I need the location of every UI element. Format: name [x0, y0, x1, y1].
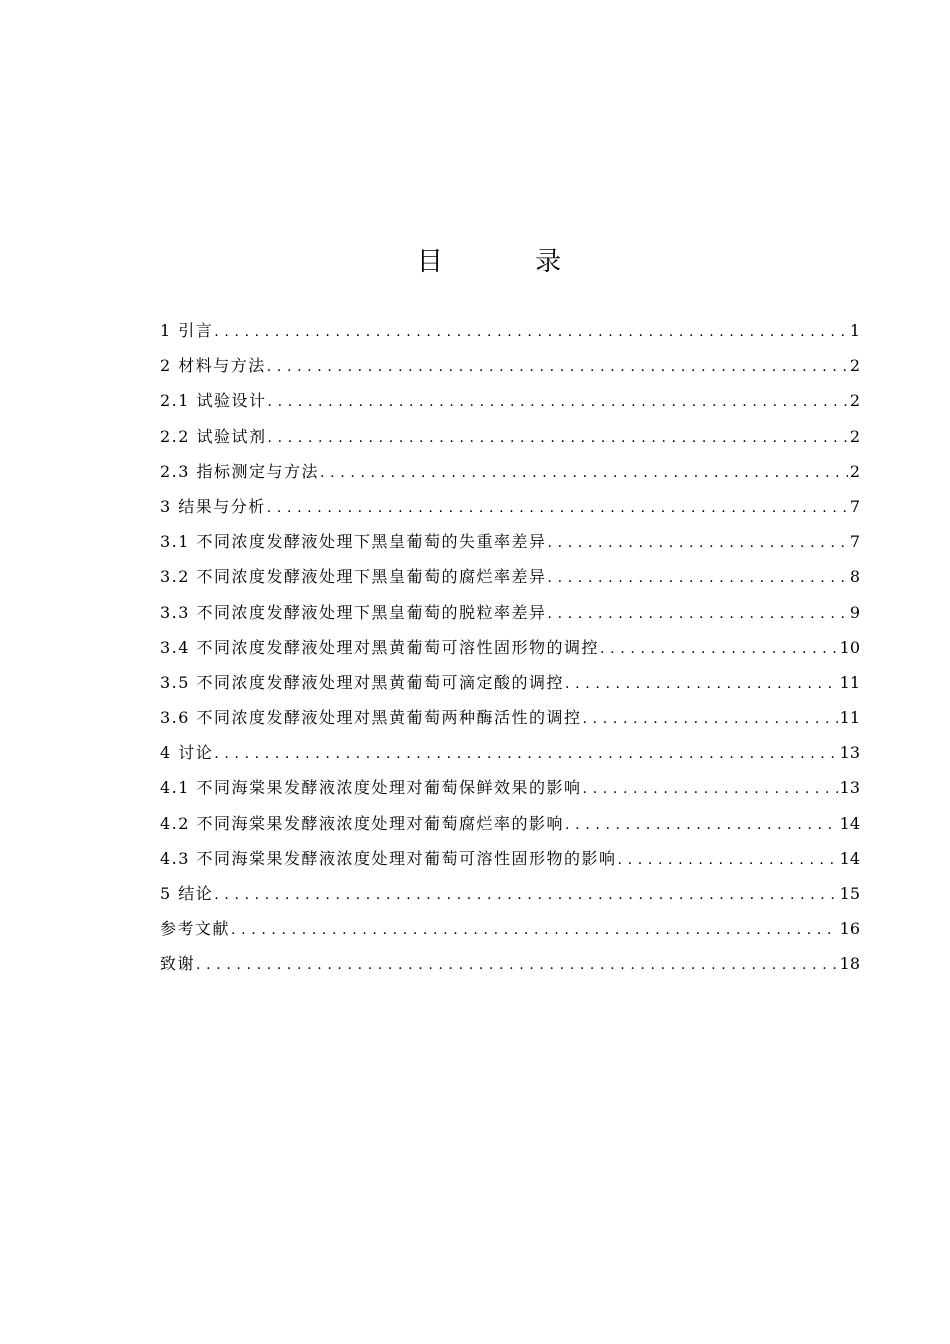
toc-entry-page: 1 — [849, 321, 860, 340]
toc-entry-page: 16 — [839, 919, 860, 939]
toc-entry-label: 3.1 不同浓度发酵液处理下黑皇葡萄的失重率差异 — [160, 532, 547, 552]
toc-leader-dots — [196, 946, 838, 983]
toc-entry-page: 9 — [849, 602, 860, 622]
toc-entry-label: 3.2 不同浓度发酵液处理下黑皇葡萄的腐烂率差异 — [160, 567, 547, 587]
toc-entry-label: 2.1 试验设计 — [160, 391, 267, 411]
toc-entry[interactable] — [160, 419, 860, 454]
toc-entry-label: 3.5 不同浓度发酵液处理对黑黄葡萄可滴定酸的调控 — [160, 672, 565, 692]
toc-entry-label: 4.2 不同海棠果发酵液浓度处理对葡萄腐烂率的影响 — [160, 813, 565, 833]
toc-title: 目 录 — [416, 247, 604, 277]
toc-entry-label: 2.3 指标测定与方法 — [160, 461, 320, 481]
toc-leader-dots — [214, 735, 837, 772]
toc-leader-dots — [267, 348, 848, 385]
toc-leader-dots — [267, 489, 848, 526]
toc-entry[interactable] — [160, 700, 860, 735]
toc-entry-label: 4.1 不同海棠果发酵液浓度处理对葡萄保鲜效果的影响 — [160, 778, 582, 798]
toc-leader-dots — [583, 700, 838, 737]
toc-entry[interactable] — [160, 946, 860, 981]
toc-entry-page: 2 — [849, 356, 860, 376]
toc-entry[interactable] — [160, 735, 860, 770]
toc-entry-label: 2.2 试验试剂 — [160, 426, 267, 446]
toc-entry-page: 14 — [839, 813, 860, 833]
toc-entry-label: 5 结论 — [160, 884, 214, 903]
toc-entry-page: 7 — [849, 532, 860, 552]
toc-leader-dots — [583, 770, 838, 807]
toc-entry[interactable] — [160, 911, 860, 946]
toc-entry-page: 13 — [839, 778, 860, 798]
toc-leader-dots — [214, 876, 837, 913]
toc-leader-dots — [231, 911, 838, 948]
toc-entry-label: 参考文献 — [160, 919, 231, 939]
toc-entry[interactable] — [160, 630, 860, 665]
toc-leader-dots — [565, 665, 838, 702]
toc-entry-label: 3.3 不同浓度发酵液处理下黑皇葡萄的脱粒率差异 — [160, 602, 547, 622]
toc-entry-label: 2 材料与方法 — [160, 356, 266, 376]
toc-leader-dots — [565, 806, 838, 843]
toc-leader-dots — [268, 383, 848, 420]
toc-entry[interactable] — [160, 841, 860, 876]
toc-entry-page: 11 — [839, 672, 860, 692]
toc-leader-dots — [268, 419, 848, 456]
toc-leader-dots — [548, 524, 848, 561]
toc-entry-page: 15 — [839, 884, 860, 903]
toc-leader-dots — [618, 841, 838, 878]
toc-entry[interactable] — [160, 313, 860, 348]
toc-entry-label: 4.3 不同海棠果发酵液浓度处理对葡萄可溶性固形物的影响 — [160, 848, 617, 868]
toc-entry-page: 8 — [849, 567, 860, 587]
toc-entry[interactable] — [160, 489, 860, 524]
toc-entry-page: 2 — [849, 391, 860, 411]
toc-list — [160, 313, 860, 982]
toc-entry[interactable] — [160, 524, 860, 559]
toc-leader-dots — [320, 454, 848, 491]
toc-entry-label: 1 引言 — [160, 321, 214, 340]
toc-entry-page: 10 — [839, 637, 860, 657]
toc-entry-page: 11 — [839, 708, 860, 728]
toc-entry[interactable] — [160, 595, 860, 630]
toc-entry-label: 3.4 不同浓度发酵液处理对黑黄葡萄可溶性固形物的调控 — [160, 637, 600, 657]
toc-entry[interactable] — [160, 876, 860, 911]
toc-entry-label: 4 讨论 — [160, 743, 214, 763]
toc-leader-dots — [548, 559, 848, 596]
toc-entry-label: 3.6 不同浓度发酵液处理对黑黄葡萄两种酶活性的调控 — [160, 708, 582, 728]
toc-entry-page: 18 — [839, 954, 860, 974]
toc-entry[interactable] — [160, 806, 860, 841]
toc-entry-label: 致谢 — [160, 954, 196, 974]
toc-entry-page: 14 — [839, 848, 860, 868]
toc-entry-page: 2 — [849, 426, 860, 446]
toc-leader-dots — [548, 595, 848, 632]
toc-entry[interactable] — [160, 348, 860, 383]
toc-entry[interactable] — [160, 559, 860, 594]
toc-entry[interactable] — [160, 665, 860, 700]
toc-entry-label: 3 结果与分析 — [160, 496, 266, 516]
toc-leader-dots — [214, 313, 848, 350]
toc-entry[interactable] — [160, 383, 860, 418]
toc-entry-page: 7 — [849, 496, 860, 516]
toc-entry-page: 2 — [849, 461, 860, 481]
toc-entry-page: 13 — [839, 743, 860, 763]
toc-entry[interactable] — [160, 770, 860, 805]
toc-leader-dots — [600, 630, 838, 667]
toc-entry[interactable] — [160, 454, 860, 489]
